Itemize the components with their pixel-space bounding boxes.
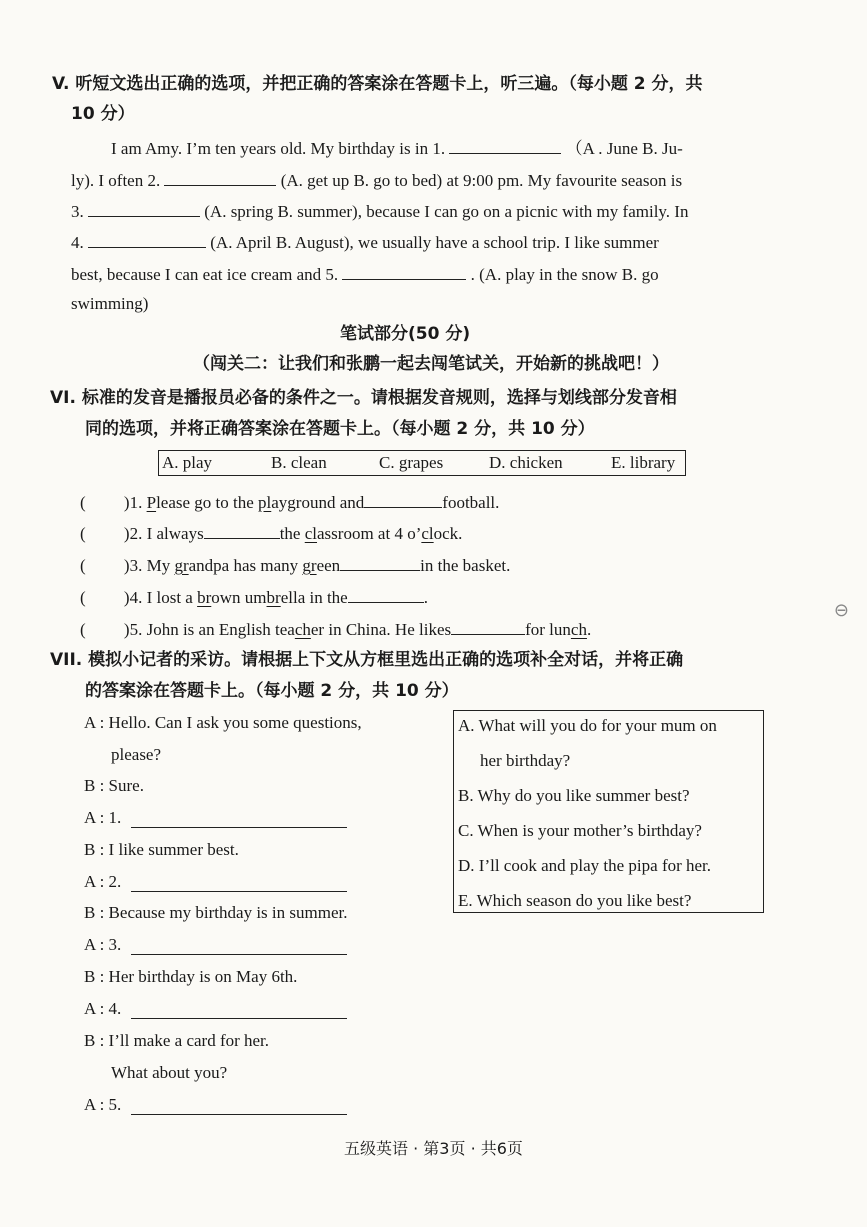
dialogue-option-c: C. When is your mother’s birthday? (458, 821, 702, 840)
binding-hole-icon: ⊖ (833, 600, 849, 621)
dialogue-option-d: D. I’ll cook and play the pipa for her. (458, 856, 712, 875)
pron-question-4: ( )4. I lost a brown umbrella in the . (80, 585, 428, 609)
answer-paren-3[interactable]: ( (80, 556, 124, 575)
written-section-title: 笔试部分(50 分) (340, 324, 471, 344)
dialogue-line-1: A : Hello. Can I ask you some questions, (84, 713, 362, 732)
pron-blank-3[interactable] (340, 553, 420, 571)
section7-heading-cont: 的答案涂在答题卡上。（每小题 2 分，共 10 分） (85, 681, 459, 701)
pron-question-3: ( )3. My grandpa has many green in the basket. (80, 553, 510, 577)
blank-3[interactable] (88, 199, 200, 217)
section5-passage-line3: 3. (A. spring B. summer), because I can go on a picnic with my family. In (71, 199, 688, 223)
option-c: C. grapes (379, 453, 444, 472)
dialogue-line-13: A : 5. (84, 1095, 122, 1114)
blank-5[interactable] (342, 262, 466, 280)
section5-passage-line4: 4. (A. April B. August), we usually have a school trip. I like summer (71, 230, 659, 254)
section5-heading: V. 听短文选出正确的选项，并把正确的答案涂在答题卡上，听三遍。（每小题 2 分，共 (52, 74, 703, 94)
pron-blank-1[interactable] (364, 490, 442, 508)
option-d: D. chicken (489, 453, 563, 472)
dialogue-line-7: B : Because my birthday is in summer. (84, 903, 348, 922)
option-b: B. clean (271, 453, 327, 472)
option-e: E. library (611, 453, 676, 472)
section6-heading: VI. 标准的发音是播报员必备的条件之一。请根据发音规则，选择与划线部分发音相 (50, 388, 677, 408)
blank-1[interactable] (449, 136, 561, 154)
dialogue-line-2: please? (111, 745, 162, 764)
pronunciation-options-box (158, 450, 686, 476)
dialogue-option-e: E. Which season do you like best? (458, 891, 692, 910)
dialogue-line-12: What about you? (111, 1063, 228, 1082)
pron-blank-2[interactable] (204, 521, 280, 539)
dialogue-option-a-cont: her birthday? (480, 751, 571, 770)
pron-blank-5[interactable] (451, 617, 525, 635)
pron-question-2: ( )2. I always the classroom at 4 o’clock. (80, 521, 462, 545)
dialogue-line-5: B : I like summer best. (84, 840, 239, 859)
dialogue-answer-3[interactable] (131, 954, 347, 955)
dialogue-line-10: A : 4. (84, 999, 122, 1018)
dialogue-answer-5[interactable] (131, 1114, 347, 1115)
dialogue-line-6: A : 2. (84, 872, 122, 891)
dialogue-answer-2[interactable] (131, 891, 347, 892)
section5-heading-cont: 10 分） (71, 104, 135, 124)
dialogue-answer-1[interactable] (131, 827, 347, 828)
section6-heading-cont: 同的选项，并将正确答案涂在答题卡上。（每小题 2 分，共 10 分） (85, 419, 595, 439)
page-footer: 五级英语 · 第3页 · 共6页 (344, 1139, 523, 1158)
option-a: A. play (162, 453, 213, 472)
dialogue-line-11: B : I’ll make a card for her. (84, 1031, 270, 1050)
answer-paren-4[interactable]: ( (80, 588, 124, 607)
answer-paren-2[interactable]: ( (80, 524, 124, 543)
dialogue-line-4: A : 1. (84, 808, 122, 827)
blank-2[interactable] (164, 168, 276, 186)
written-section-subtitle: （闯关二：让我们和张鹏一起去闯笔试关，开始新的挑战吧！） (193, 354, 669, 374)
answer-paren-1[interactable]: ( (80, 493, 124, 512)
dialogue-answer-4[interactable] (131, 1018, 347, 1019)
section5-passage-line6: swimming) (71, 294, 149, 313)
dialogue-line-3: B : Sure. (84, 776, 144, 795)
pron-question-5: ( )5. John is an English teacher in China. He likes for lunch. (80, 617, 591, 641)
dialogue-line-9: B : Her birthday is on May 6th. (84, 967, 298, 986)
section5-passage-line5: best, because I can eat ice cream and 5. . (A. play in the snow B. go (71, 262, 659, 286)
section5-passage-line2: ly). I often 2. (A. get up B. go to bed) at 9:00 pm. My favourite season is (71, 168, 682, 192)
dialogue-line-8: A : 3. (84, 935, 122, 954)
section7-heading: VII. 模拟小记者的采访。请根据上下文从方框里选出正确的选项补全对话，并将正确 (50, 650, 684, 670)
blank-4[interactable] (88, 230, 206, 248)
section5-passage-line1: I am Amy. I’m ten years old. My birthday is in 1. （A . June B. Ju- (111, 136, 683, 160)
pron-blank-4[interactable] (348, 585, 424, 603)
dialogue-option-b: B. Why do you like summer best? (458, 786, 690, 805)
dialogue-option-a: A. What will you do for your mum on (458, 716, 717, 735)
answer-paren-5[interactable]: ( (80, 620, 124, 639)
pron-question-1: ( )1. Please go to the playground and football. (80, 490, 499, 514)
dialogue-options-box (453, 710, 764, 913)
